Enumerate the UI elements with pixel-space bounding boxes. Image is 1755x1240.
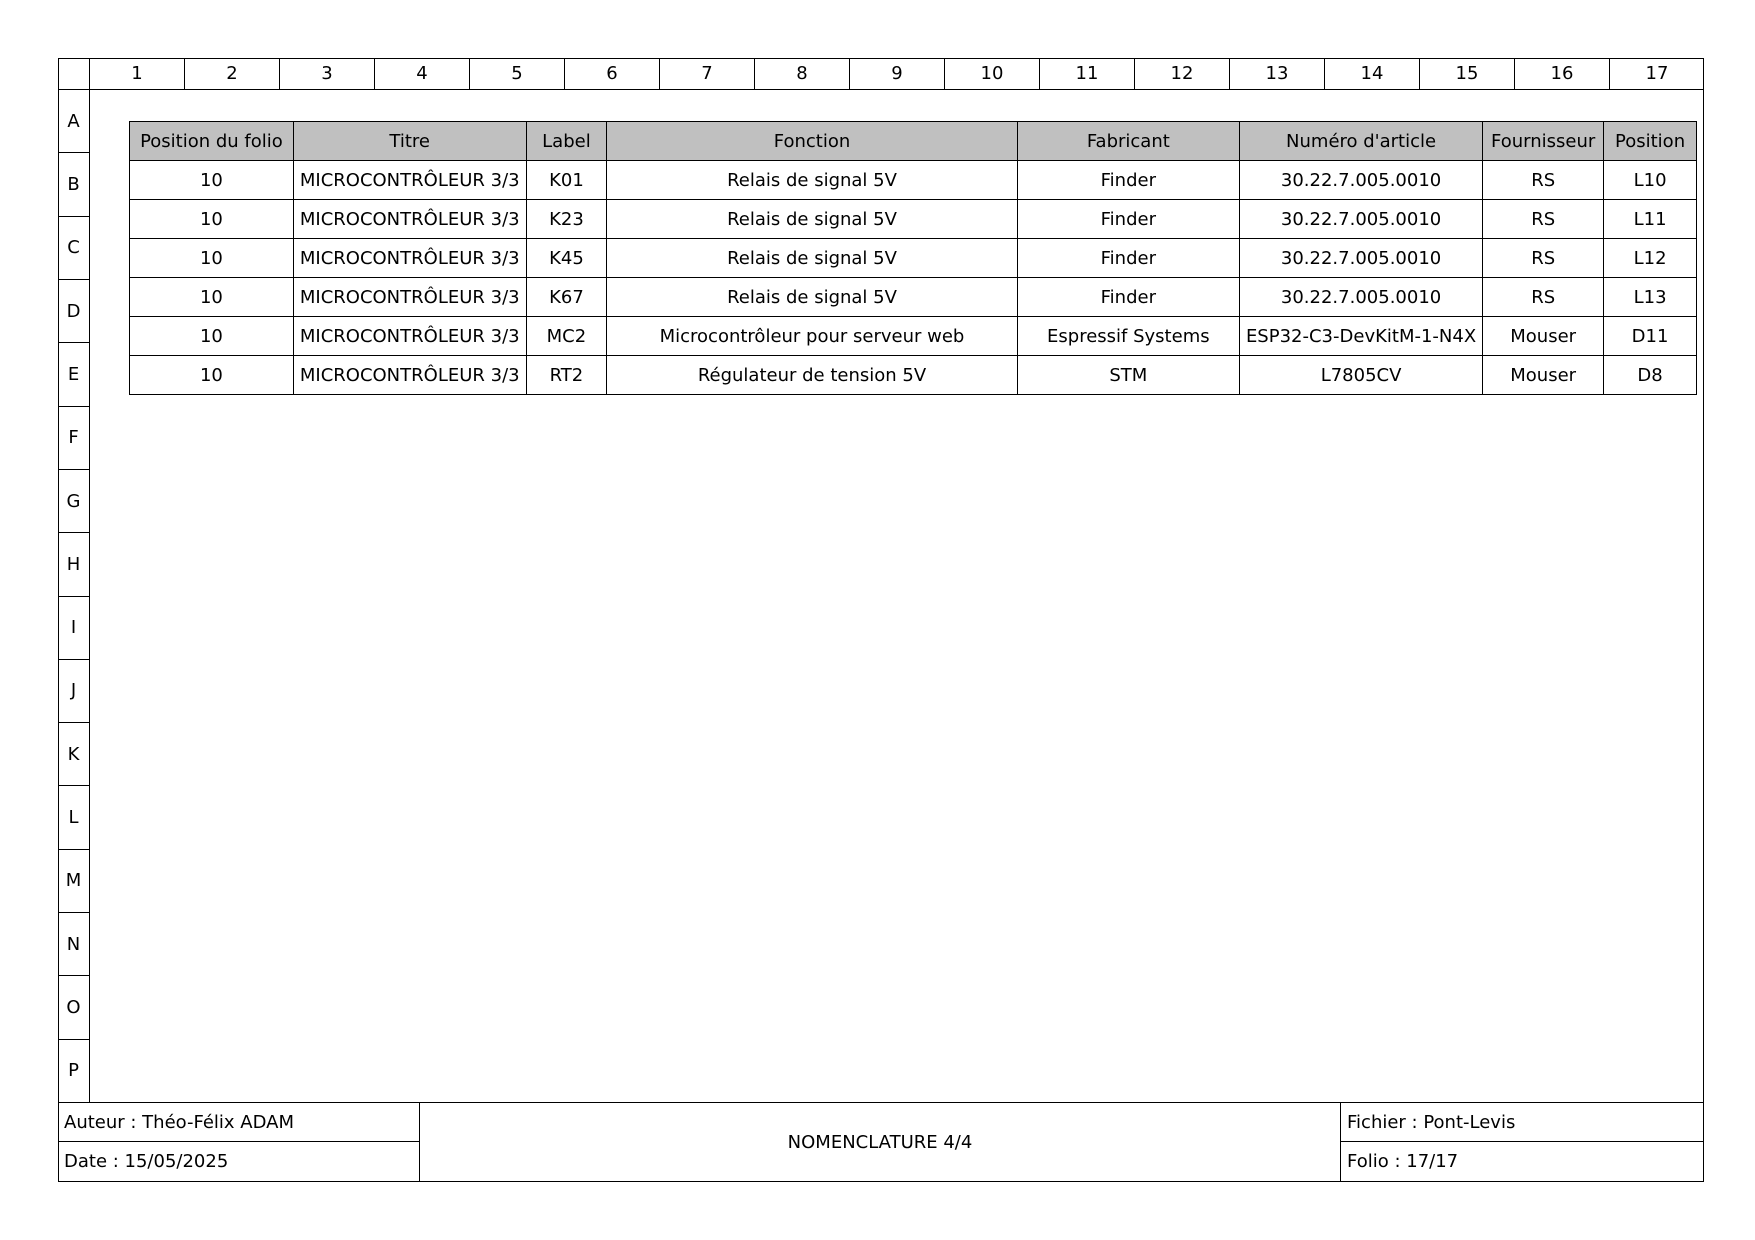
table-row	[130, 317, 1697, 356]
cell-numero-article: 30.22.7.005.0010	[1239, 278, 1482, 317]
date-field: Date : 15/05/2025	[64, 1151, 229, 1172]
row-label: L	[58, 785, 89, 848]
column-ruler	[89, 58, 1704, 90]
row-label: D	[58, 279, 89, 342]
column-label: 13	[1229, 58, 1324, 89]
column-label: 7	[659, 58, 754, 89]
cell-fabricant: Finder	[1017, 161, 1239, 200]
cell-fonction: Relais de signal 5V	[607, 239, 1017, 278]
cell-fabricant: Finder	[1017, 200, 1239, 239]
header-label: Label	[526, 122, 607, 161]
table-row	[130, 200, 1697, 239]
cell-position: L12	[1604, 239, 1697, 278]
cell-position-folio: 10	[130, 356, 294, 395]
title-block-left	[58, 1103, 420, 1182]
cell-fabricant: Espressif Systems	[1017, 317, 1239, 356]
column-label: 1	[89, 58, 184, 89]
cell-label: K67	[526, 278, 607, 317]
column-label: 5	[469, 58, 564, 89]
row-label: F	[58, 406, 89, 469]
cell-position-folio: 10	[130, 161, 294, 200]
column-label: 10	[944, 58, 1039, 89]
cell-fonction: Régulateur de tension 5V	[607, 356, 1017, 395]
grid-corner	[58, 58, 90, 90]
header-fonction: Fonction	[607, 122, 1017, 161]
row-label: E	[58, 342, 89, 405]
column-label: 11	[1039, 58, 1134, 89]
cell-fabricant: Finder	[1017, 239, 1239, 278]
folio-field: Folio : 17/17	[1347, 1151, 1459, 1172]
cell-fonction: Relais de signal 5V	[607, 278, 1017, 317]
row-label: J	[58, 659, 89, 722]
header-position: Position	[1604, 122, 1697, 161]
cell-titre: MICROCONTRÔLEUR 3/3	[293, 239, 526, 278]
cell-position-folio: 10	[130, 278, 294, 317]
row-label: P	[58, 1039, 89, 1102]
row-label: A	[67, 110, 80, 132]
title-block-right	[1340, 1103, 1703, 1182]
cell-titre: MICROCONTRÔLEUR 3/3	[293, 317, 526, 356]
row-label: B	[58, 152, 89, 215]
cell-fonction: Relais de signal 5V	[607, 200, 1017, 239]
column-label: 12	[1134, 58, 1229, 89]
column-label: 6	[564, 58, 659, 89]
cell-position: L10	[1604, 161, 1697, 200]
column-label: 16	[1514, 58, 1609, 89]
cell-label: K45	[526, 239, 607, 278]
column-label: 14	[1324, 58, 1419, 89]
cell-titre: MICROCONTRÔLEUR 3/3	[293, 356, 526, 395]
table-row	[130, 161, 1697, 200]
cell-label: MC2	[526, 317, 607, 356]
row-label: O	[58, 975, 89, 1038]
row-label: C	[58, 216, 89, 279]
cell-position: L11	[1604, 200, 1697, 239]
header-fabricant: Fabricant	[1017, 122, 1239, 161]
cell-fabricant: Finder	[1017, 278, 1239, 317]
row-label: M	[58, 849, 89, 912]
row-ruler	[58, 90, 90, 1102]
table-row	[130, 356, 1697, 395]
cell-position-folio: 10	[130, 239, 294, 278]
header-numero-article: Numéro d'article	[1239, 122, 1482, 161]
table-row	[130, 239, 1697, 278]
column-label: 4	[374, 58, 469, 89]
cell-position-folio: 10	[130, 317, 294, 356]
cell-titre: MICROCONTRÔLEUR 3/3	[293, 200, 526, 239]
cell-position-folio: 10	[130, 200, 294, 239]
cell-numero-article: 30.22.7.005.0010	[1239, 200, 1482, 239]
cell-fournisseur: RS	[1483, 200, 1604, 239]
cell-titre: MICROCONTRÔLEUR 3/3	[293, 278, 526, 317]
cell-titre: MICROCONTRÔLEUR 3/3	[293, 161, 526, 200]
table-header-row	[130, 122, 1697, 161]
cell-label: RT2	[526, 356, 607, 395]
cell-position: D8	[1604, 356, 1697, 395]
row-label: K	[58, 722, 89, 785]
cell-position: D11	[1604, 317, 1697, 356]
column-label: 17	[1609, 58, 1704, 89]
row-label: N	[58, 912, 89, 975]
file-field: Fichier : Pont-Levis	[1341, 1103, 1703, 1142]
column-label: 2	[184, 58, 279, 89]
cell-label: K23	[526, 200, 607, 239]
column-label: 15	[1419, 58, 1514, 89]
column-label: 3	[279, 58, 374, 89]
nomenclature-table	[129, 121, 1697, 395]
cell-numero-article: ESP32-C3-DevKitM-1-N4X	[1239, 317, 1482, 356]
author-field: Auteur : Théo-Félix ADAM	[58, 1103, 419, 1142]
document-title: NOMENCLATURE 4/4	[787, 1132, 973, 1153]
row-label: I	[58, 596, 89, 659]
cell-numero-article: 30.22.7.005.0010	[1239, 239, 1482, 278]
cell-fonction: Relais de signal 5V	[607, 161, 1017, 200]
table-row	[130, 278, 1697, 317]
cell-fabricant: STM	[1017, 356, 1239, 395]
cell-label: K01	[526, 161, 607, 200]
title-block	[58, 1102, 1704, 1182]
row-label: H	[58, 532, 89, 595]
cell-numero-article: L7805CV	[1239, 356, 1482, 395]
header-position-folio: Position du folio	[130, 122, 294, 161]
cell-fournisseur: RS	[1483, 161, 1604, 200]
cell-fournisseur: RS	[1483, 278, 1604, 317]
cell-position: L13	[1604, 278, 1697, 317]
cell-fournisseur: Mouser	[1483, 317, 1604, 356]
row-label: G	[58, 469, 89, 532]
cell-fonction: Microcontrôleur pour serveur web	[607, 317, 1017, 356]
header-titre: Titre	[293, 122, 526, 161]
column-label: 8	[754, 58, 849, 89]
cell-fournisseur: RS	[1483, 239, 1604, 278]
cell-fournisseur: Mouser	[1483, 356, 1604, 395]
column-label: 9	[849, 58, 944, 89]
header-fournisseur: Fournisseur	[1483, 122, 1604, 161]
cell-numero-article: 30.22.7.005.0010	[1239, 161, 1482, 200]
